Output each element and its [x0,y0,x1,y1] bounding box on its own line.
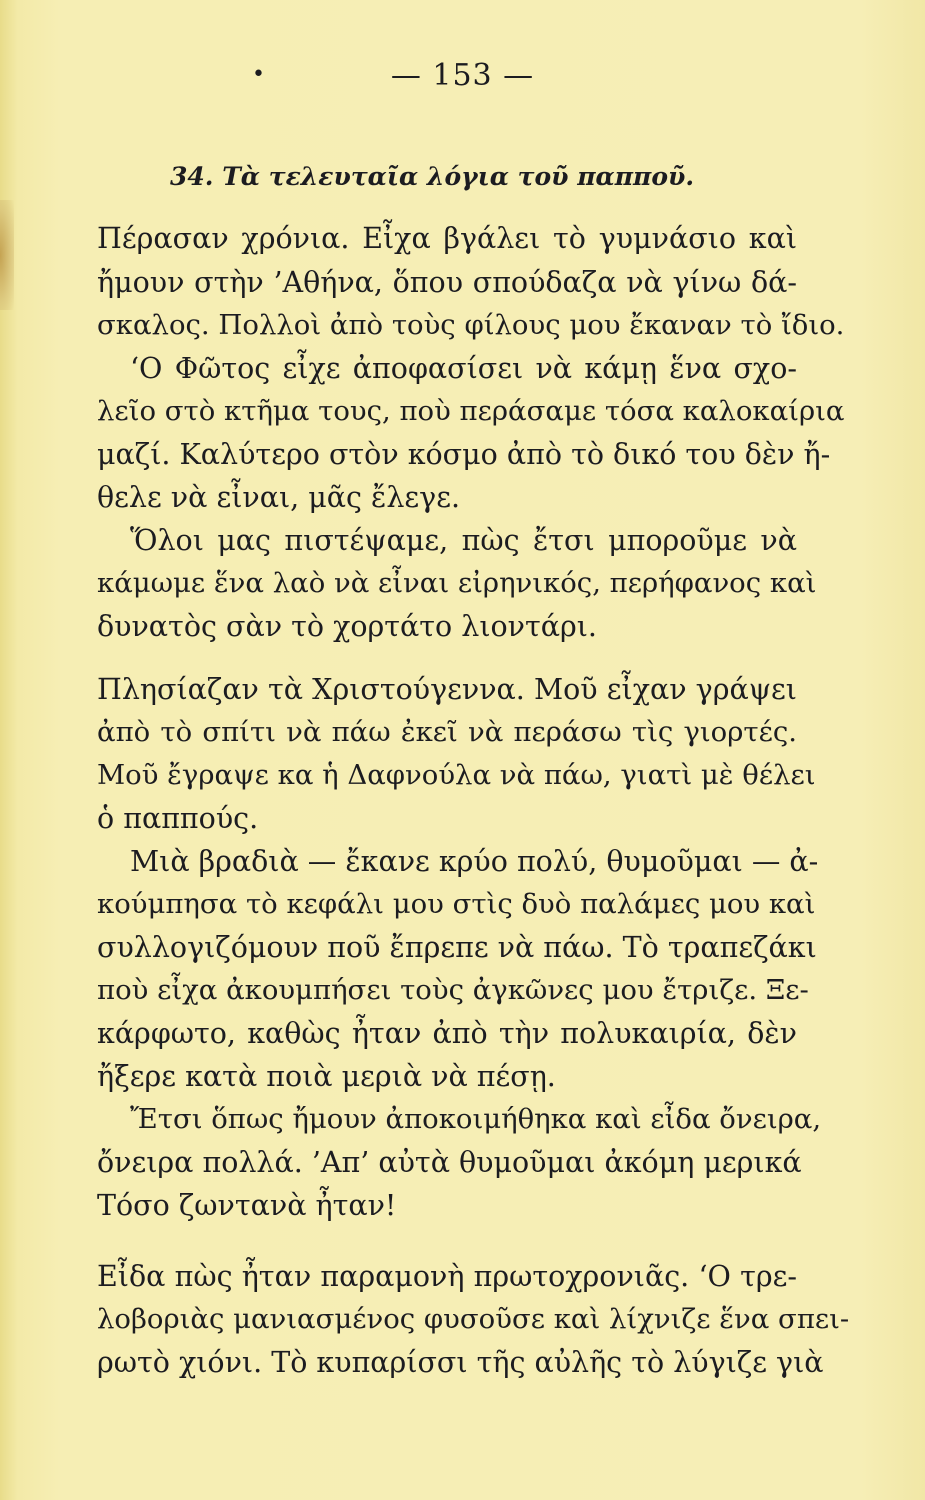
text-line: σκαλος. Πολλοὶ ἀπὸ τοὺς φίλους μου ἔκαναν τὸ ἴδιο. [97,309,845,341]
text-line: Μιὰ βραδιὰ — ἔκανε κρύο πολύ, θυμοῦμαι — ἀ- [130,845,819,878]
page-number [0,58,925,93]
text-line: δυνατὸς σὰν τὸ χορτάτο λιοντάρι. [97,610,597,643]
text-line: ὁ παππούς. [97,802,259,835]
text-line: Μοῦ ἔγραψε κα ἡ Δαφνούλα νὰ πάω, γιατὶ μὲ θέλει [97,759,816,791]
text-line: συλλογιζόμουν ποῦ ἔπρεπε νὰ πάω. Τὸ τραπεζάκι [97,931,817,964]
text-line: μαζί. Καλύτερο στὸν κόσμο ἀπὸ τὸ δικό του δὲν ἤ- [97,438,831,471]
text-line: ἤμουν στὴν ’Αθήνα, ὅπου σπούδαζα νὰ γίνω δά- [97,266,797,299]
text-line: κούμπησα τὸ κεφάλι μου στὶς δυὸ παλάμες μου καὶ [97,888,816,920]
text-line: Τόσο ζωντανὰ ἦταν! [97,1189,397,1222]
text-line: ἤξερε κατὰ ποιὰ μεριὰ νὰ πέσῃ. [97,1060,556,1093]
page-dot: • [252,62,266,87]
text-line: ποὺ εἶχα ἀκουμπήσει τοὺς ἀγκῶνες μου ἔτριζε. Ξε- [97,974,809,1006]
text-line: Πλησίαζαν τὰ Χριστούγεννα. Μοῦ εἶχαν γράψει [97,673,797,706]
text-line: ‘Ο Φῶτος εἶχε ἀποφασίσει νὰ κάμῃ ἕνα σχο- [130,352,797,385]
text-line: Εἶδα πὼς ἦταν παραμονὴ πρωτοχρονιᾶς. ‘Ο τρε- [97,1260,797,1293]
text-line: Πέρασαν χρόνια. Εἶχα βγάλει τὸ γυμνάσιο καὶ [97,222,797,255]
text-line: Ὅλοι μας πιστέψαμε, πὼς ἔτσι μποροῦμε νὰ [130,524,797,557]
text-line: ρωτὸ χιόνι. Τὸ κυπαρίσσι τῆς αὐλῆς τὸ λύγιζε γιὰ [97,1346,824,1379]
text-line: κάμωμε ἕνα λαὸ νὰ εἶναι εἰρηνικός, περήφανος καὶ [97,567,817,599]
text-line: κάρφωτο, καθὼς ἦταν ἀπὸ τὴν πολυκαιρία, δὲν [97,1017,797,1050]
text-line: ὄνειρα πολλά. ’Απ’ αὐτὰ θυμοῦμαι ἀκόμη μερικά [97,1146,802,1179]
text-line: λεῖο στὸ κτῆμα τους, ποὺ περάσαμε τόσα καλοκαίρια [97,395,845,427]
text-line: Ἔτσι ὅπως ἤμουν ἀποκοιμήθηκα καὶ εἶδα ὄνειρα, [130,1103,822,1135]
page-number-text: — 153 — [390,58,535,93]
text-line: λοβοριὰς μανιασμένος φυσοῦσε καὶ λίχνιζε ἕνα σπει- [97,1303,850,1335]
text-line: θελε νὰ εἶναι, μᾶς ἔλεγε. [97,481,461,514]
chapter-title: 34. Τὰ τελευταῖα λόγια τοῦ παπποῦ. [170,162,695,191]
text-line: ἀπὸ τὸ σπίτι νὰ πάω ἐκεῖ νὰ περάσω τὶς γιορτές. [97,716,797,748]
binding-shadow [0,200,14,310]
